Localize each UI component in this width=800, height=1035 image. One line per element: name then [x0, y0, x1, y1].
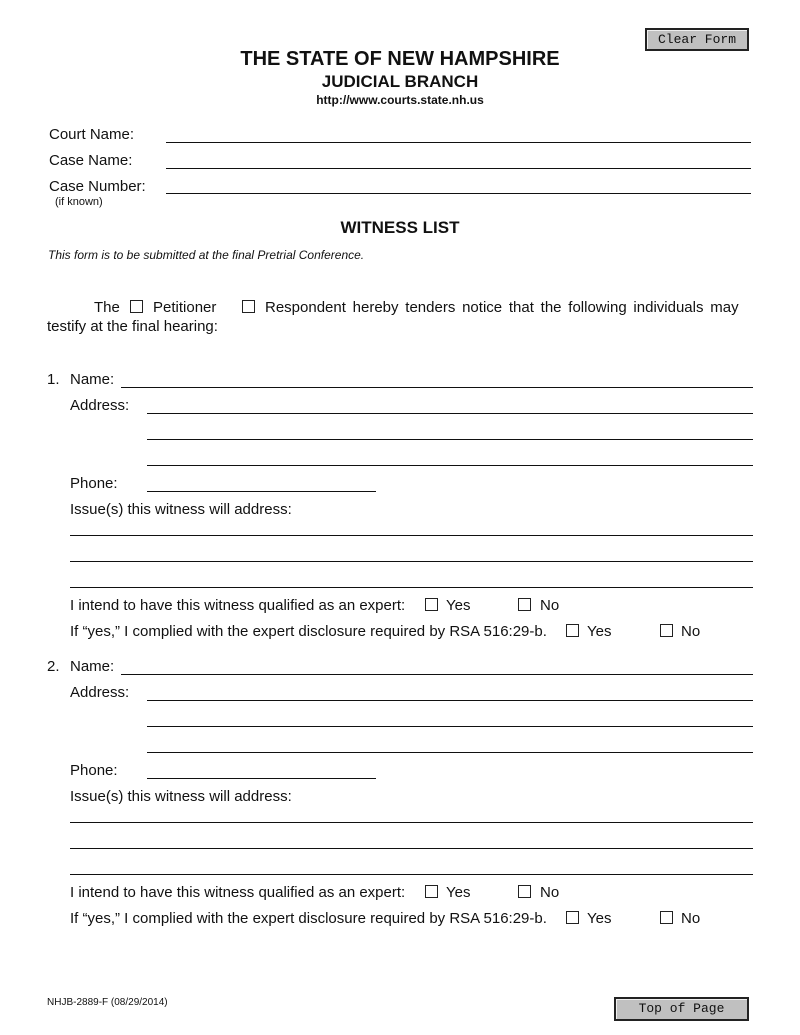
phone-label: Phone:: [70, 762, 118, 779]
issues-label: Issue(s) this witness will address:: [70, 501, 292, 518]
disclosure-no-checkbox[interactable]: [660, 911, 673, 924]
case-number-label: Case Number:: [49, 178, 146, 195]
witness-number: 1.: [47, 371, 60, 388]
intro-text-line2: testify at the final hearing:: [47, 318, 218, 335]
name-field[interactable]: [121, 674, 753, 675]
phone-label: Phone:: [70, 475, 118, 492]
disclosure-yes-label: Yes: [587, 910, 612, 927]
petitioner-label: Petitioner: [153, 299, 217, 316]
disclosure-yes-label: Yes: [587, 623, 612, 640]
address-label: Address:: [70, 397, 130, 414]
disclosure-no-label: No: [681, 910, 701, 927]
disclosure-question: If “yes,” I complied with the expert disclosure required by RSA 516:29-b.: [70, 910, 547, 927]
expert-yes-checkbox[interactable]: [425, 598, 438, 611]
court-name-label: Court Name:: [49, 126, 135, 143]
disclosure-yes-checkbox[interactable]: [566, 624, 579, 637]
disclosure-no-checkbox[interactable]: [660, 624, 673, 637]
expert-question: I intend to have this witness qualified as an expert:: [70, 884, 406, 901]
name-label: Name:: [70, 658, 115, 675]
top-of-page-button[interactable]: Top of Page: [614, 997, 749, 1021]
expert-yes-label: Yes: [446, 884, 471, 901]
expert-no-label: No: [540, 884, 560, 901]
issues-label: Issue(s) this witness will address:: [70, 788, 292, 805]
address-field-1[interactable]: [147, 700, 753, 701]
court-url: http://www.courts.state.nh.us: [316, 93, 484, 107]
submission-note: This form is to be submitted at the final Pretrial Conference.: [48, 248, 365, 262]
issues-field-2[interactable]: [70, 848, 753, 849]
intro-text: Respondent hereby tenders notice that the following individuals may: [265, 299, 739, 316]
expert-no-checkbox[interactable]: [518, 885, 531, 898]
address-field-3[interactable]: [147, 752, 753, 753]
witness-2: [0, 287, 800, 927]
disclosure-no-label: No: [681, 623, 701, 640]
issues-field-3[interactable]: [70, 874, 753, 875]
witness-number: 2.: [47, 658, 60, 675]
branch-subtitle: JUDICIAL BRANCH: [321, 72, 479, 91]
expert-no-checkbox[interactable]: [518, 598, 531, 611]
address-field-2[interactable]: [147, 726, 753, 727]
expert-yes-checkbox[interactable]: [425, 885, 438, 898]
phone-field[interactable]: [147, 778, 376, 779]
address-label: Address:: [70, 684, 130, 701]
intro-the: The: [94, 299, 120, 316]
expert-yes-label: Yes: [446, 597, 471, 614]
form-id: NHJB-2889-F (08/29/2014): [47, 997, 168, 1008]
state-title: THE STATE OF NEW HAMPSHIRE: [240, 48, 560, 70]
if-known-note: (if known): [55, 196, 103, 208]
expert-no-label: No: [540, 597, 560, 614]
disclosure-yes-checkbox[interactable]: [566, 911, 579, 924]
clear-form-button[interactable]: Clear Form: [645, 28, 749, 51]
name-label: Name:: [70, 371, 115, 388]
issues-field-1[interactable]: [70, 822, 753, 823]
expert-question: I intend to have this witness qualified as an expert:: [70, 597, 406, 614]
issues-field-3[interactable]: [70, 587, 753, 588]
form-title: WITNESS LIST: [340, 218, 460, 237]
case-name-label: Case Name:: [49, 152, 133, 169]
disclosure-question: If “yes,” I complied with the expert disclosure required by RSA 516:29-b.: [70, 623, 547, 640]
